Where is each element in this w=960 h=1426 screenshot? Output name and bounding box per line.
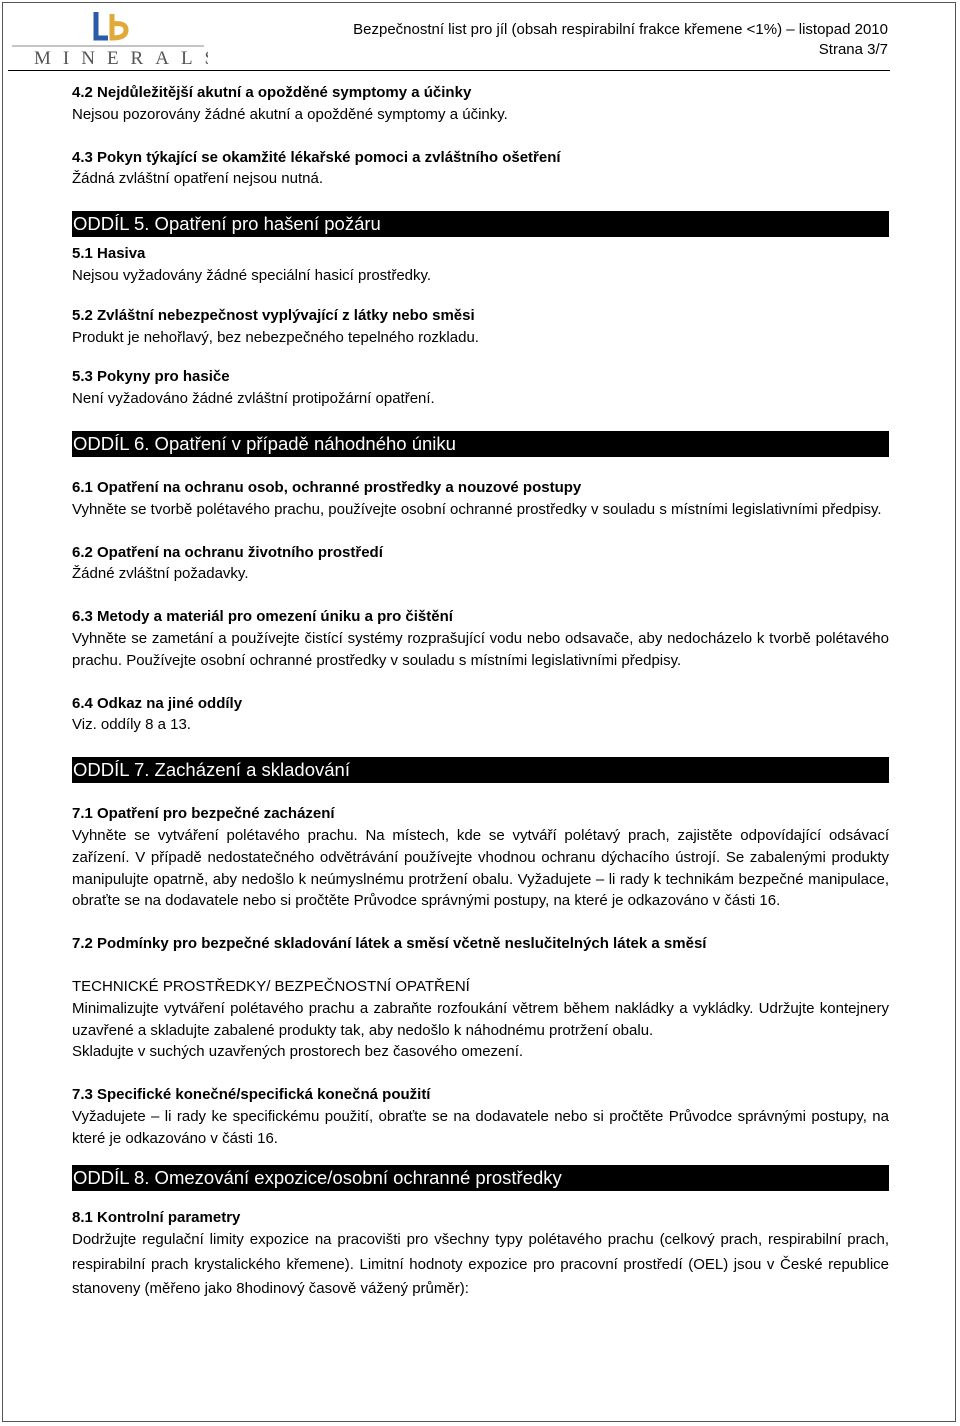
logo-text: MINERALS bbox=[34, 48, 208, 69]
subsection-title: 7.1 Opatření pro bezpečné zacházení bbox=[72, 805, 335, 823]
subsection-title: 5.1 Hasiva bbox=[72, 245, 146, 263]
subsection-text: Žádné zvláštní požadavky. bbox=[72, 565, 249, 583]
subsection-text: Dodržujte regulační limity expozice na pracovišti pro všechny typy polétavého prachu (celkový prach, respirabilní prach, respirabilní prach krystalického křemene). Limitní hodnoty expozice pro pracovní prostředí (OEL) jsou v České republice stanoveny (měřeno jako 8hodinový časově vážený průměr): bbox=[72, 1231, 889, 1298]
section-heading: ODDÍL 5. Opatření pro hašení požáru bbox=[72, 211, 889, 237]
subsection-title: 7.2 Podmínky pro bezpečné skladování látek a směsí včetně neslučitelných látek a směsí bbox=[72, 935, 707, 953]
subsection-title: 5.3 Pokyny pro hasiče bbox=[72, 368, 230, 386]
subsection-title: 4.3 Pokyn týkající se okamžité lékařské pomoci a zvláštního ošetření bbox=[72, 148, 561, 166]
minerals-logo bbox=[8, 4, 208, 70]
subsection-text: Vyhněte se vytváření polétavého prachu. Na místech, kde se vytváří polétavý prach, zajistěte odpovídající odsávací zařízení. V případě nedostatečného odvětrávání používejte vhodnou ochranu dýchacího ústrojí. Se zabalenými produkty manipulujte opatrně, aby nedošlo k neúmyslnému protržení obalu. Vyžadujete – li rady k technikám bezpečné manipulace, obraťte se na dodavatele nebo si pročtěte Průvodce správnými postupy, na které je odkazováno v části 16. bbox=[72, 826, 889, 910]
subsection-title: 6.4 Odkaz na jiné oddíly bbox=[72, 694, 243, 712]
subsection-text: Nejsou pozorovány žádné akutní a opožděné symptomy a účinky. bbox=[72, 105, 508, 123]
subsection-text: Produkt je nehořlavý, bez nebezpečného tepelného rozkladu. bbox=[72, 328, 479, 346]
subsection-title: 6.1 Opatření na ochranu osob, ochranné prostředky a nouzové postupy bbox=[72, 478, 582, 496]
subsection-title: 5.2 Zvláštní nebezpečnost vyplývající z látky nebo směsi bbox=[72, 306, 475, 324]
subsection-text: Vyžadujete – li rady ke specifickému použití, obraťte se na dodavatele nebo si pročtěte Průvodce správnými postupy, na které je odkazováno v části 16. bbox=[72, 1107, 889, 1147]
subsection-label: TECHNICKÉ PROSTŘEDKY/ BEZPEČNOSTNÍ OPATŘENÍ bbox=[72, 977, 470, 995]
subsection-text: Žádná zvláštní opatření nejsou nutná. bbox=[72, 170, 324, 188]
header-rule bbox=[8, 70, 890, 71]
subsection-text: Skladujte v suchých uzavřených prostorech bez časového omezení. bbox=[72, 1043, 524, 1061]
subsection-title: 6.2 Opatření na ochranu životního prostředí bbox=[72, 543, 383, 561]
header bbox=[353, 20, 888, 60]
subsection-text: Nejsou vyžadovány žádné speciální hasicí prostředky. bbox=[72, 266, 432, 284]
subsection-text: Minimalizujte vytváření polétavého prachu a zabraňte rozfoukání větrem během nakládky a vykládky. Udržujte kontejnery uzavřené a skladujte zabalené produkty tak, aby nedošlo k náhodnému protržení obalu. bbox=[72, 999, 889, 1039]
section-heading: ODDÍL 7. Zacházení a skladování bbox=[72, 757, 889, 783]
subsection-text: Vyhněte se tvorbě polétavého prachu, používejte osobní ochranné prostředky v souladu s místními legislativními předpisy. bbox=[72, 500, 882, 518]
page-number: Strana 3/7 bbox=[818, 41, 888, 58]
subsection-title: 7.3 Specifické konečné/specifická konečná použití bbox=[72, 1086, 431, 1104]
subsection-text: Viz. oddíly 8 a 13. bbox=[72, 716, 191, 734]
section-heading: ODDÍL 6. Opatření v případě náhodného úniku bbox=[72, 431, 889, 457]
subsection-text: Vyhněte se zametání a používejte čistící systémy rozprašující vodu nebo odsavače, aby nedocházelo k tvorbě polétavého prachu. Používejte osobní ochranné prostředky v souladu s místními legislativními předpisy. bbox=[72, 629, 889, 669]
document-body bbox=[72, 82, 889, 1302]
subsection-title: 8.1 Kontrolní parametry bbox=[72, 1208, 241, 1226]
section-heading: ODDÍL 8. Omezování expozice/osobní ochranné prostředky bbox=[72, 1165, 889, 1191]
subsection-title: 6.3 Metody a materiál pro omezení úniku a pro čištění bbox=[72, 608, 453, 626]
subsection-text: Není vyžadováno žádné zvláštní protipožární opatření. bbox=[72, 390, 435, 408]
subsection-title: 4.2 Nejdůležitější akutní a opožděné symptomy a účinky bbox=[72, 84, 472, 101]
document-title: Bezpečnostní list pro jíl (obsah respirabilní frakce křemene <1%) – listopad 2010 bbox=[353, 21, 888, 38]
